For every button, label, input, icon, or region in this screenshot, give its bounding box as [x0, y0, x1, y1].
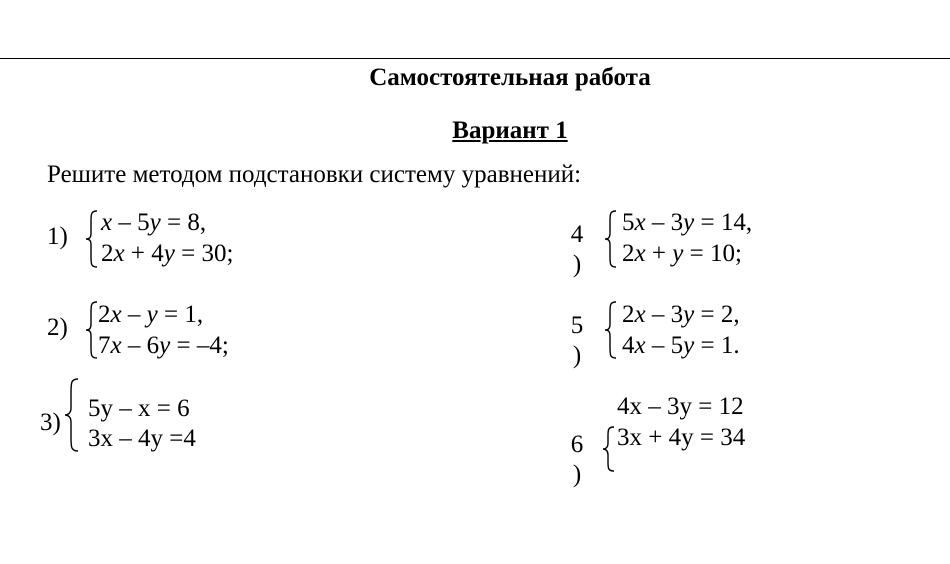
problem-6 — [568, 392, 898, 492]
problem-4 — [568, 208, 898, 288]
problem-5 — [568, 298, 898, 378]
problem-3-number: 3) — [40, 409, 61, 436]
problem-3 — [40, 378, 340, 458]
instruction-text: Решите методом подстановки систему уравнений: — [47, 161, 582, 188]
top-rule — [0, 58, 950, 59]
problem-1-number: 1) — [47, 223, 68, 250]
brace-icon — [64, 378, 78, 452]
problem-5-equation-2: 4x – 5y = 1. — [622, 332, 740, 359]
brace-icon — [85, 301, 99, 359]
problem-1-equation-1: x – 5y = 8, — [101, 209, 207, 236]
problem-6-equation-1: 4x – 3y = 12 — [617, 393, 744, 420]
problem-2-equation-2: 7x – 6y = –4; — [98, 332, 229, 359]
problem-5-equation-1: 2x – 3y = 2, — [622, 301, 740, 328]
brace-icon — [602, 426, 616, 472]
problem-3-equation-2: 3x – 4y =4 — [88, 425, 196, 452]
problem-5-number: 5 ) — [570, 312, 584, 369]
problem-2-number: 2) — [47, 314, 68, 341]
problem-2 — [47, 298, 347, 378]
problem-3-equation-1: 5y – x = 6 — [88, 395, 190, 422]
variant-heading: Вариант 1 — [452, 117, 568, 144]
brace-icon — [85, 210, 99, 268]
problem-6-number: 6 ) — [570, 431, 584, 488]
brace-icon — [604, 210, 618, 268]
problem-4-equation-1: 5x – 3y = 14, — [622, 209, 753, 236]
problem-1-equation-2: 2x + 4y = 30; — [101, 240, 234, 267]
problem-4-equation-2: 2x + y = 10; — [622, 240, 742, 267]
problem-4-number: 4 ) — [570, 221, 584, 278]
page-title: Самостоятельная работа — [369, 64, 651, 91]
brace-icon — [604, 301, 618, 359]
problem-2-equation-1: 2x – y = 1, — [98, 301, 204, 328]
problem-1 — [47, 208, 347, 288]
problem-6-equation-2: 3x + 4y = 34 — [617, 424, 746, 451]
